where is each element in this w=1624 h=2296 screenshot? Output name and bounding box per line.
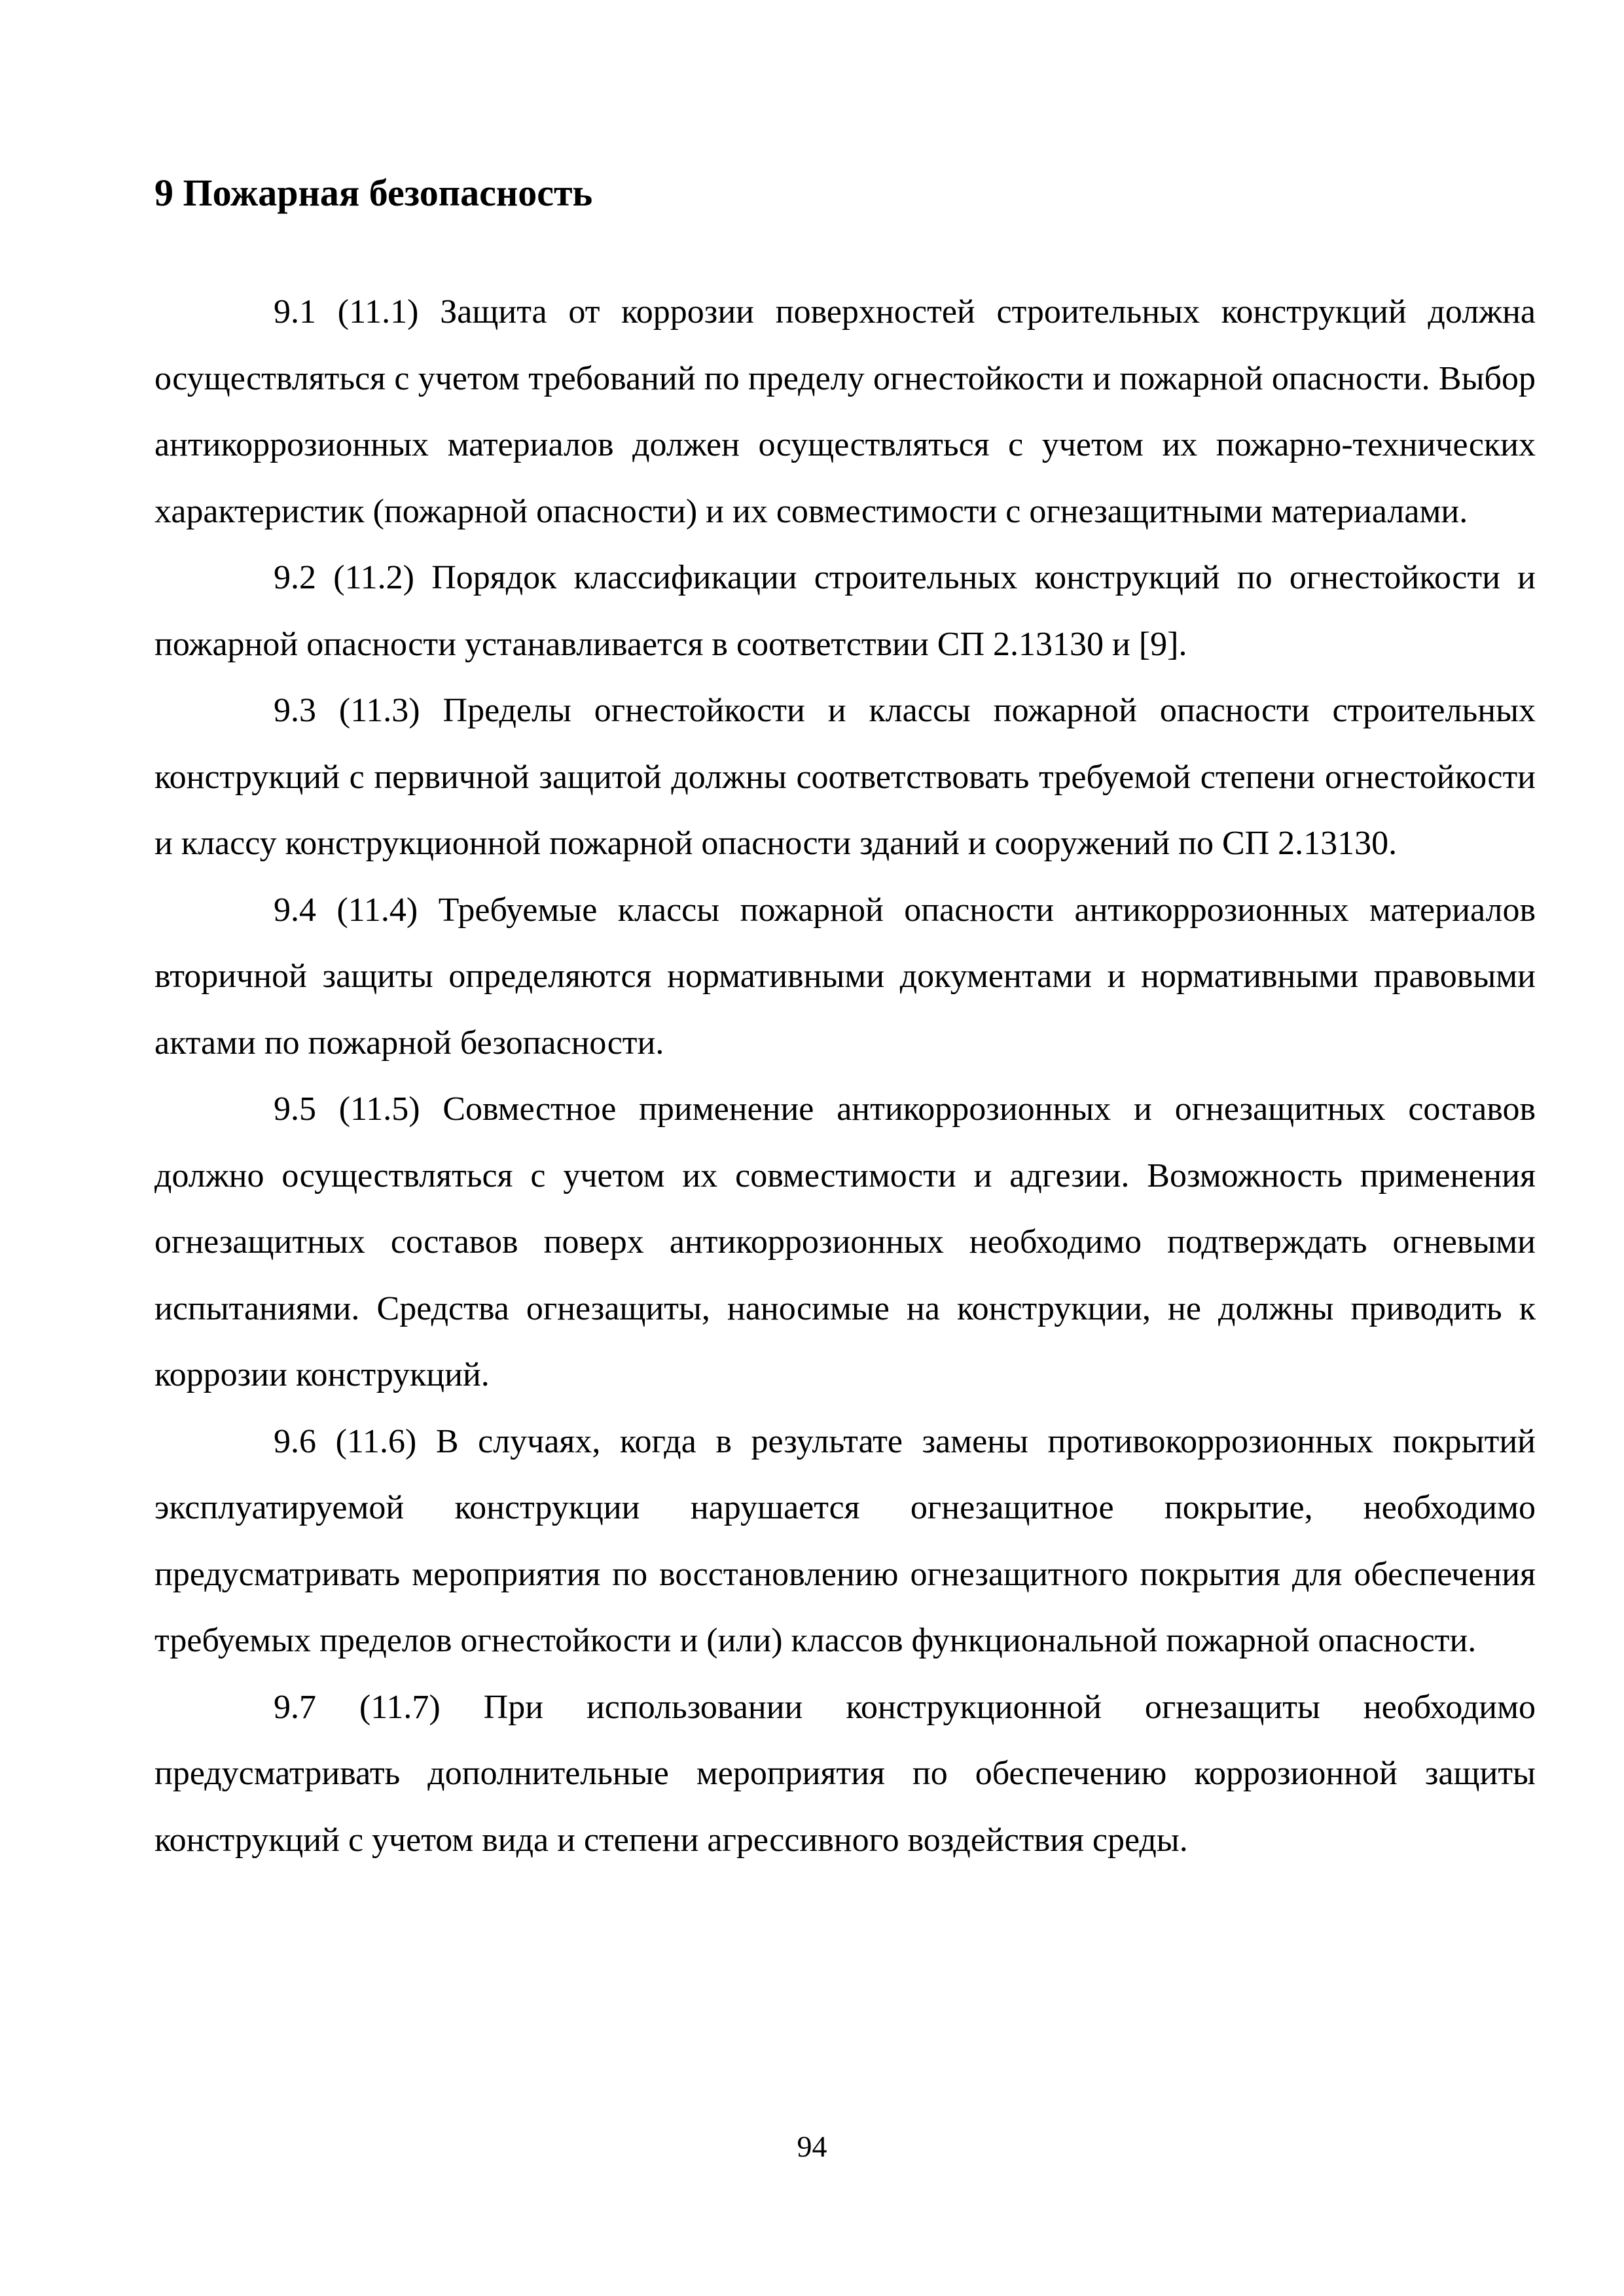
- document-page: [154, 144, 1536, 1873]
- paragraph-9-3: 9.3 (11.3) Пределы огнестойкости и классы пожарной опасности строительных конструкций с первичной защитой должны соответствовать требуемой степени огнестойкости и классу конструкционной пожарной опасности зданий и сооружений по СП 2.13130.: [154, 692, 1536, 862]
- section-body: [154, 279, 1536, 1873]
- paragraph-9-6: 9.6 (11.6) В случаях, когда в результате замены противокоррозионных покрытий эксплуатируемой конструкции нарушается огнезащитное покрытие, необходимо предусматривать мероприятия по восстановлению огнезащитного покрытия для обеспечения требуемых пределов огнестойкости и (или) классов функциональной пожарной опасности.: [154, 1422, 1536, 1659]
- page-number: 94: [797, 2130, 827, 2163]
- paragraph-9-4: 9.4 (11.4) Требуемые классы пожарной опасности антикоррозионных материалов вторичной защиты определяются нормативными документами и нормативными правовыми актами по пожарной безопасности.: [154, 891, 1536, 1062]
- paragraph-9-1: 9.1 (11.1) Защита от коррозии поверхностей строительных конструкций должна осуществляться с учетом требований по пределу огнестойкости и пожарной опасности. Выбор антикоррозионных материалов должен осуществляться с учетом их пожарно-технических характеристик (пожарной опасности) и их совместимости с огнезащитными материалами.: [154, 293, 1536, 530]
- paragraph-9-7: 9.7 (11.7) При использовании конструкционной огнезащиты необходимо предусматривать дополнительные мероприятия по обеспечению коррозионной защиты конструкций с учетом вида и степени агрессивного воздействия среды.: [154, 1688, 1536, 1859]
- paragraph-9-5: 9.5 (11.5) Совместное применение антикоррозионных и огнезащитных составов должно осуществляться с учетом их совместимости и адгезии. Возможность применения огнезащитных составов поверх антикоррозионных необходимо подтверждать огневыми испытаниями. Средства огнезащиты, наносимые на конструкции, не должны приводить к коррозии конструкций.: [154, 1090, 1536, 1393]
- paragraph-9-2: 9.2 (11.2) Порядок классификации строительных конструкций по огнестойкости и пожарной опасности устанавливается в соответствии СП 2.13130 и [9].: [154, 559, 1536, 663]
- section-heading: 9 Пожарная безопасность: [154, 171, 593, 214]
